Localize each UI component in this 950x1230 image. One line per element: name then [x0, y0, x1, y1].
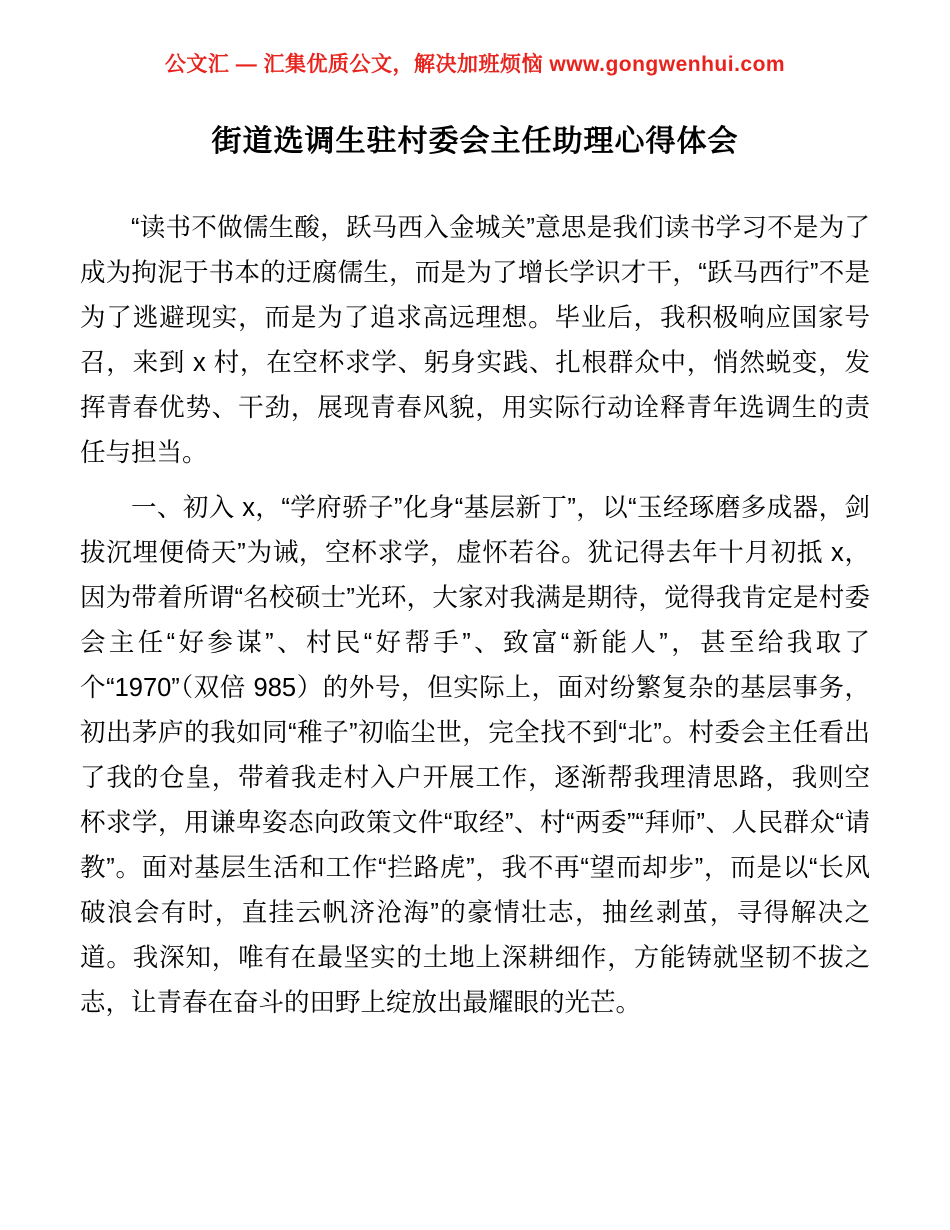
paragraph-intro: “读书不做儒生酸，跃马西入金城关”意思是我们读书学习不是为了成为拘泥于书本的迂腐儒生，而是为了增长学识才干，“跃马西行”不是为了逃避现实，而是为了追求高远理想。毕业后，我积极响应国家号召，来到 x 村，在空杯求学、躬身实践、扎根群众中，悄然蜕变，发挥青春优势、干劲，展现青春风貌，用实际行动诠释青年选调生的责任与担当。: [80, 214, 870, 468]
page-title: 街道选调生驻村委会主任助理心得体会: [211, 125, 739, 158]
site-watermark: 公文汇 — 汇集优质公文，解决加班烦恼 www.gongwenhui.com: [164, 53, 786, 76]
document-body: [80, 180, 870, 1026]
paragraph-section-one: 一、初入 x，“学府骄子”化身“基层新丁”，以“玉经琢磨多成器，剑拔沉埋便倚天”为诫，空杯求学，虚怀若谷。犹记得去年十月初抵 x，因为带着所谓“名校硕士”光环，大家对我满是期待，觉得我肯定是村委会主任“好参谋”、村民“好帮手”、致富“新能人”，甚至给我取了个“1970”（双倍 985）的外号，但实际上，面对纷繁复杂的基层事务，初出茅庐的我如同“稚子”初临尘世，完全找不到“北”。村委会主任看出了我的仓皇，带着我走村入户开展工作，逐渐帮我理清思路，我则空杯求学，用谦卑姿态向政策文件“取经”、村“两委”“拜师”、人民群众“请教”。面对基层生活和工作“拦路虎”，我不再“望而却步”，而是以“长风破浪会有时，直挂云帆济沧海”的豪情壮志，抽丝剥茧，寻得解决之道。我深知，唯有在最坚实的土地上深耕细作，方能铸就坚韧不拔之志，让青春在奋斗的田野上绽放出最耀眼的光芒。: [80, 494, 870, 1018]
